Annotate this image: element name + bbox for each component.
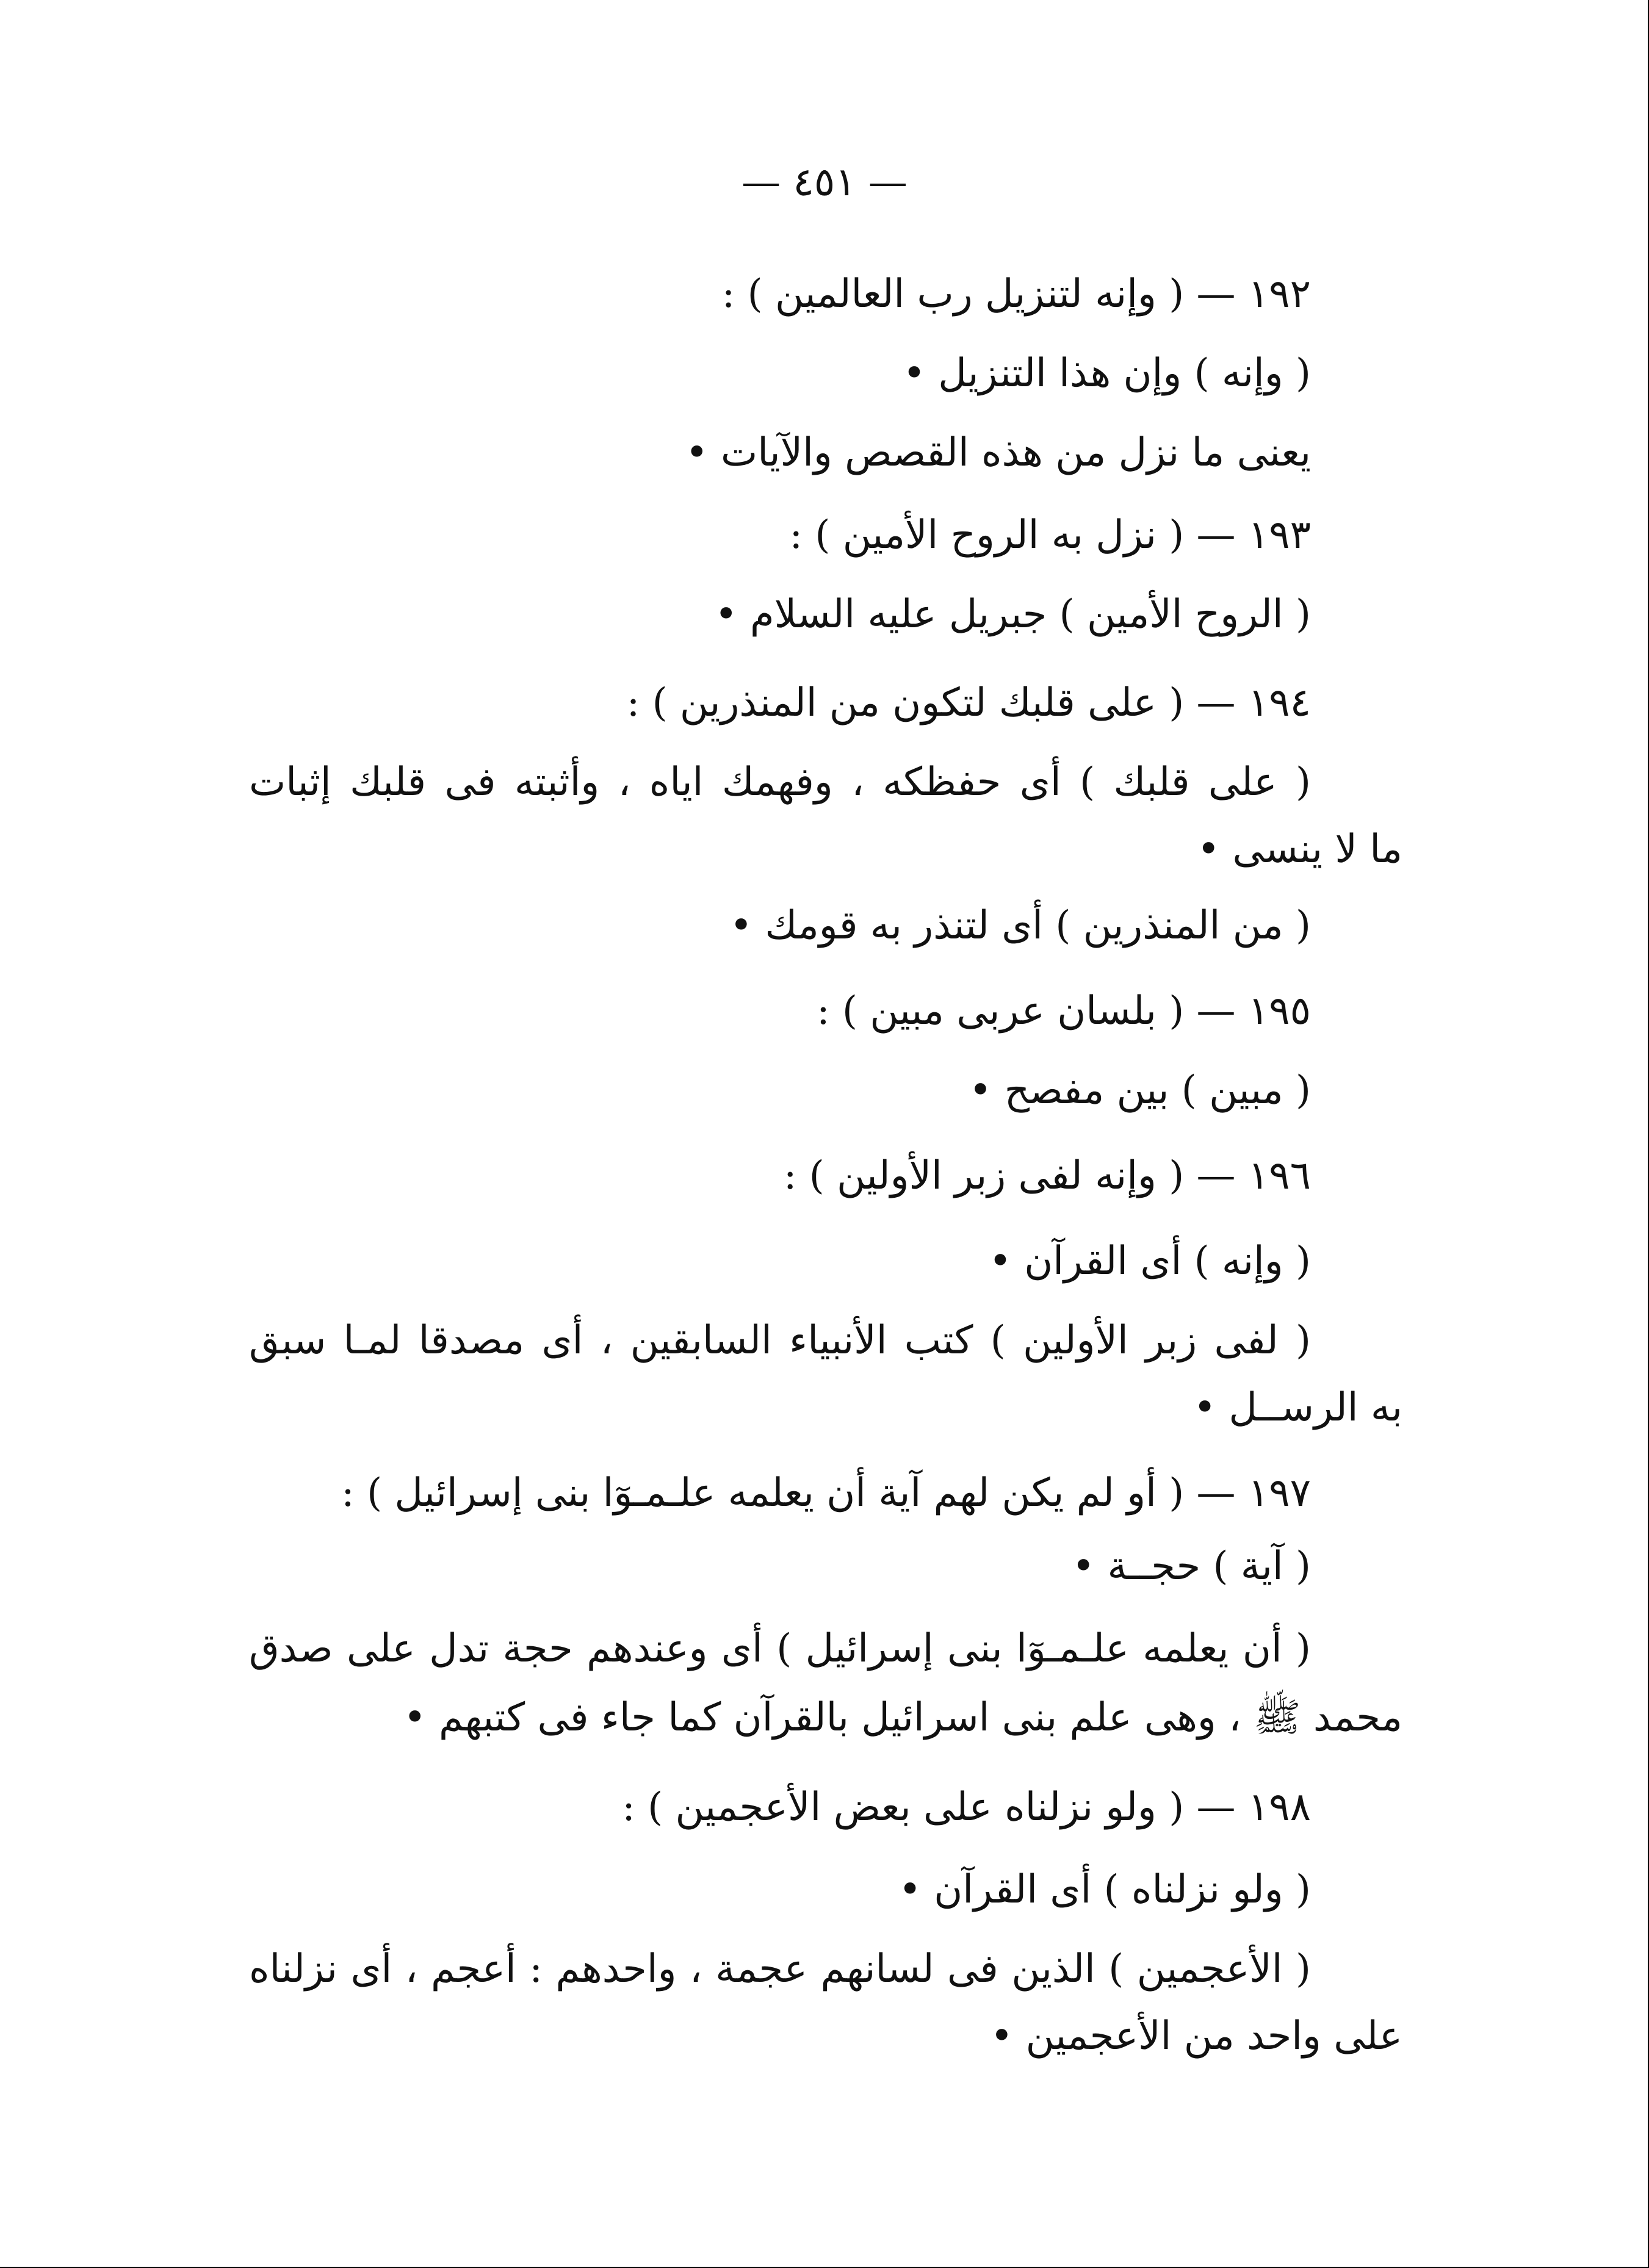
verse-heading-194: ١٩٤ — ( على قلبك لتكون من المنذرين ) : <box>626 680 1311 725</box>
gloss-line: ( الأعجمين ) الذين فى لسانهم عجمة ، واحدهم : أعجم ، أى نزلناه <box>249 1946 1312 1992</box>
verse-heading-196: ١٩٦ — ( وإنه لفى زبر الأولين ) : <box>783 1153 1311 1198</box>
verse-heading-192: ١٩٢ — ( وإنه لتنزيل رب العالمين ) : <box>721 272 1311 317</box>
gloss-line: ( آية ) حجــة • <box>1072 1544 1311 1589</box>
gloss-line: محمد ﷺ ، وهى علم بنى اسرائيل بالقرآن كما جاء فى كتبهم • <box>403 1695 1402 1740</box>
gloss-line: ( ولو نزلناه ) أى القرآن • <box>898 1867 1311 1912</box>
gloss-line: يعنى ما نزل من هذه القصص والآيات • <box>685 430 1311 475</box>
gloss-line: ( مبين ) بين مفصح • <box>969 1068 1311 1113</box>
verse-heading-195: ١٩٥ — ( بلسان عربى مبين ) : <box>817 988 1311 1034</box>
gloss-line: ( وإنه ) وإن هذا التنزيل • <box>903 351 1311 396</box>
verse-heading-197: ١٩٧ — ( أو لم يكن لهم آية أن يعلمه علـمـوٓا بنى إسرائيل ) : <box>341 1471 1311 1516</box>
gloss-line: به الرســل • <box>1193 1385 1402 1430</box>
gloss-line: ( الروح الأمين ) جبريل عليه السلام • <box>714 592 1311 637</box>
gloss-line: على واحد من الأعجمين • <box>990 2014 1402 2059</box>
verse-heading-193: ١٩٣ — ( نزل به الروح الأمين ) : <box>789 513 1311 558</box>
gloss-line: ( على قلبك ) أى حفظكه ، وفهمك اياه ، وأثبته فى قلبك إثبات <box>249 760 1312 805</box>
gloss-line: ( أن يعلمه علـمـوٓا بنى إسرائيل ) أى وعندهم حجة تدل على صدق <box>249 1626 1311 1671</box>
page-number: — ٤٥١ — <box>742 160 907 205</box>
gloss-line: ( من المنذرين ) أى لتنذر به قومك • <box>729 903 1311 948</box>
gloss-line: ما لا ينسى • <box>1197 827 1402 872</box>
gloss-line: ( وإنه ) أى القرآن • <box>989 1239 1311 1284</box>
gloss-line: ( لفى زبر الأولين ) كتب الأنبياء السابقين ، أى مصدقا لمـا سبق <box>249 1318 1312 1363</box>
verse-heading-198: ١٩٨ — ( ولو نزلناه على بعض الأعجمين ) : <box>622 1785 1311 1830</box>
